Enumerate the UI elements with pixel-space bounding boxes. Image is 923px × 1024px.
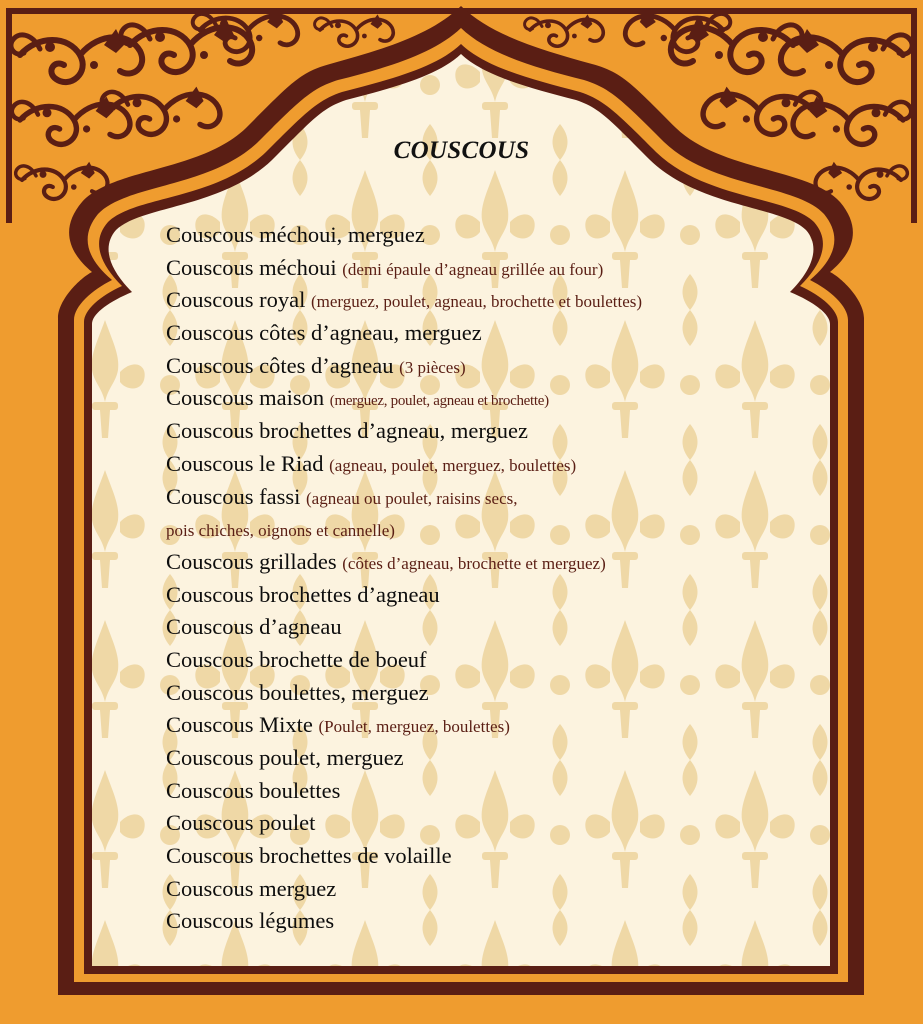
menu-item (166, 840, 866, 873)
menu-item (166, 905, 866, 938)
item-detail: (demi épaule d’agneau grillée au four) (342, 259, 604, 279)
item-name: Couscous brochettes d’agneau, merguez (166, 418, 528, 444)
item-name: Couscous méchoui (166, 254, 337, 280)
item-name: Couscous côtes d’agneau (166, 352, 394, 378)
item-name: Couscous fassi (166, 483, 301, 509)
item-name: Couscous poulet, merguez (166, 745, 404, 770)
item-detail: (côtes d’agneau, brochette et merguez) (342, 553, 606, 573)
item-name: Couscous d’agneau (166, 614, 342, 640)
item-name: Couscous Mixte (166, 712, 313, 738)
menu-item (166, 807, 866, 840)
menu-item (166, 546, 866, 579)
menu-list (166, 219, 866, 938)
item-detail: (agneau, poulet, merguez, boulettes) (329, 455, 577, 475)
menu-item (166, 317, 866, 350)
menu-item (166, 677, 866, 710)
menu-item (166, 252, 866, 285)
item-detail: (merguez, poulet, agneau, brochette et boulettes) (311, 292, 643, 312)
menu-item (166, 284, 866, 317)
item-name: Couscous brochettes de volaille (166, 843, 452, 869)
item-name: Couscous merguez (166, 875, 337, 901)
menu-item (166, 644, 866, 677)
item-name: Couscous poulet (166, 810, 316, 836)
menu-item (166, 350, 866, 383)
menu-item (166, 219, 866, 252)
menu-item (166, 579, 866, 612)
item-name: Couscous boulettes, merguez (166, 679, 429, 705)
menu-item (166, 415, 866, 448)
item-name: Couscous brochette de boeuf (166, 646, 427, 672)
menu-item (166, 742, 866, 775)
menu-item (166, 448, 866, 481)
menu-item (166, 382, 866, 415)
item-detail: (Poulet, merguez, boulettes) (318, 717, 510, 737)
item-name: Couscous grillades (166, 548, 337, 574)
item-detail: pois chiches, oignons et cannelle) (166, 521, 395, 541)
item-name: Couscous le Riad (166, 450, 324, 476)
item-name: Couscous côtes d’agneau, merguez (166, 320, 482, 346)
item-detail: (merguez, poulet, agneau et brochette) (329, 393, 549, 410)
menu-item (166, 873, 866, 906)
item-name: Couscous royal (166, 287, 306, 313)
item-name: Couscous légumes (166, 908, 335, 934)
item-name: Couscous brochettes d’agneau (166, 581, 440, 607)
menu-item (166, 611, 866, 644)
menu-item (166, 775, 866, 808)
menu-title: COUSCOUS (393, 137, 530, 164)
menu-item (166, 513, 866, 546)
item-name: Couscous maison (166, 385, 325, 411)
menu-item (166, 709, 866, 742)
item-name: Couscous boulettes (166, 777, 341, 803)
menu-item (166, 481, 866, 514)
item-detail: (3 pièces) (399, 357, 466, 377)
item-detail: (agneau ou poulet, raisins secs, (306, 488, 518, 508)
item-name: Couscous méchoui, merguez (166, 222, 425, 247)
